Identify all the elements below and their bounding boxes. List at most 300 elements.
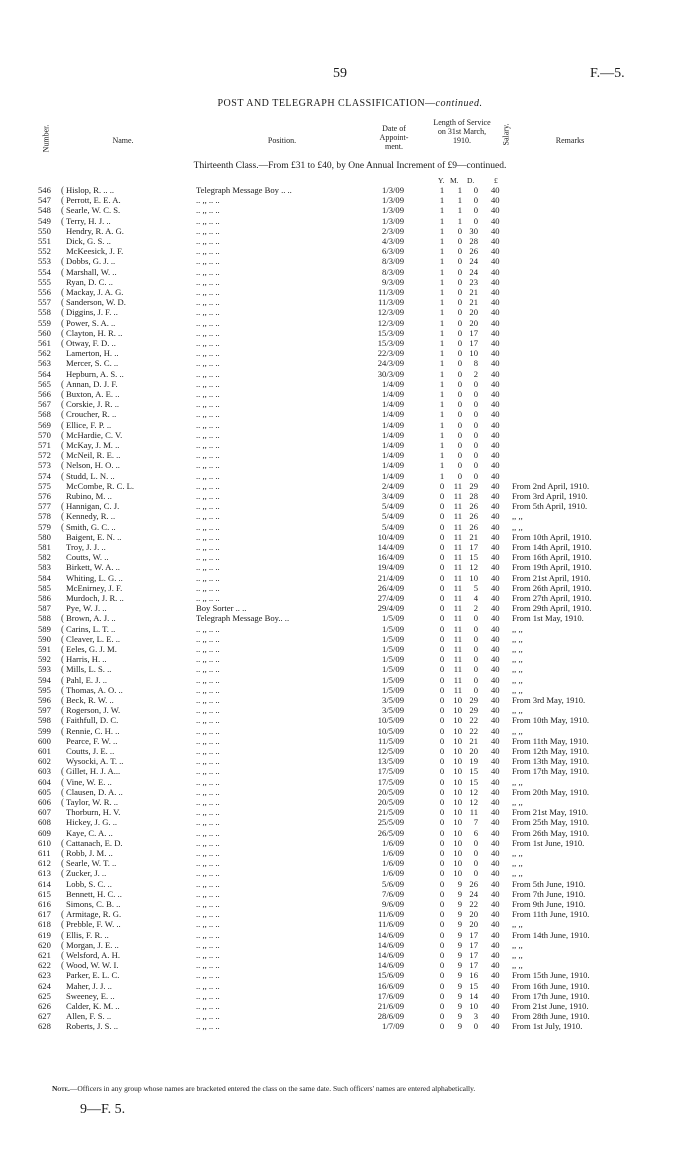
service-months: 0: [457, 419, 462, 430]
officer-name: Nelson, H. O. ..: [66, 460, 120, 471]
service-days: 0: [473, 389, 478, 399]
group-bracket: (: [61, 797, 64, 807]
officer-name: Roberts, J. S. ..: [66, 1021, 119, 1032]
row-number: 550: [38, 225, 51, 236]
officer-name: Hannigan, C. J.: [66, 501, 120, 512]
service-days: 17: [469, 542, 478, 552]
table-row: [0, 562, 700, 572]
officer-name: Hendry, R. A. G.: [66, 225, 124, 236]
service-days: 21: [469, 287, 478, 297]
table-row: [0, 807, 700, 817]
service-months: 11: [453, 613, 462, 624]
table-row: [0, 797, 700, 807]
group-bracket: (: [61, 786, 64, 797]
service-months: 10: [453, 715, 462, 726]
salary: 40: [491, 980, 500, 991]
table-row: [0, 613, 700, 623]
service-months: 10: [453, 858, 462, 869]
group-bracket: (: [61, 450, 64, 461]
service-days: 12: [469, 786, 478, 797]
service-months: 11: [453, 684, 462, 695]
table-row: [0, 409, 700, 419]
class-heading: Thirteenth Class.—From £31 to £40, by One Annual Increment of £9—continued.: [193, 161, 507, 171]
officer-position: .. ,, .. ..: [196, 899, 220, 909]
salary: 40: [491, 858, 500, 869]
row-number: 572: [38, 450, 51, 461]
salary: 40: [491, 899, 500, 909]
officer-name: Vine, W. E. ..: [66, 776, 112, 787]
appointment-date: 3/5/09: [382, 705, 404, 716]
officer-name: Ryan, D. C. ..: [66, 276, 113, 287]
salary: 40: [491, 205, 500, 216]
footnote-label: Note.: [52, 1084, 70, 1093]
service-years: 0: [439, 878, 445, 889]
service-years: 0: [439, 684, 445, 695]
salary: 40: [491, 542, 500, 552]
officer-position: .. ,, .. ..: [196, 266, 220, 277]
appointment-date: 29/4/09: [377, 603, 404, 614]
remarks: ,, ,,: [512, 797, 523, 807]
officer-position: .. ,, .. ..: [196, 919, 220, 930]
salary: 40: [491, 195, 500, 206]
service-years: 1: [439, 297, 445, 308]
row-number: 618: [38, 919, 51, 930]
officer-position: .. ,, .. ..: [196, 429, 220, 440]
service-years: 0: [439, 807, 445, 818]
salary: 40: [491, 297, 500, 308]
service-months: 0: [457, 225, 462, 236]
appointment-date: 14/6/09: [377, 929, 404, 940]
officer-position: .. ,, .. ..: [196, 511, 220, 522]
table-row: [0, 297, 700, 307]
officer-name: Baigent, E. N. ..: [66, 531, 122, 542]
service-years: 0: [439, 756, 445, 767]
service-days: 19: [469, 756, 478, 767]
service-months: 0: [457, 317, 462, 328]
officer-name: Diggins, J. F. ..: [66, 307, 118, 318]
officer-name: Kennedy, R. ..: [66, 511, 116, 522]
service-months: 10: [453, 807, 462, 818]
salary: 40: [491, 225, 500, 236]
officer-name: Thomas, A. O. ..: [66, 684, 123, 695]
service-days: 22: [469, 725, 478, 736]
service-years: 0: [439, 480, 445, 491]
row-number: 553: [38, 256, 51, 267]
service-years: 0: [439, 644, 445, 654]
service-days: 4: [473, 593, 478, 603]
table-row: [0, 1021, 700, 1031]
salary: 40: [491, 399, 500, 410]
officer-position: .. ,, .. ..: [196, 623, 220, 634]
group-bracket: (: [61, 725, 64, 736]
officer-position: .. ,, .. ..: [196, 307, 220, 318]
officer-name: Taylor, W. R. ..: [66, 797, 119, 807]
service-days: 0: [473, 185, 478, 195]
table-row: [0, 644, 700, 654]
page-number: 59: [333, 66, 347, 81]
officer-position: .. ,, .. ..: [196, 582, 220, 593]
table-row: [0, 930, 700, 940]
row-number: 569: [38, 419, 51, 430]
table-row: [0, 430, 700, 440]
salary: 40: [491, 409, 500, 420]
appointment-date: 1/6/09: [382, 837, 404, 848]
service-months: 10: [453, 817, 462, 828]
group-bracket: (: [61, 399, 64, 410]
appointment-date: 8/3/09: [382, 256, 404, 267]
service-years: 1: [439, 185, 445, 195]
officer-name: Sanderson, W. D.: [66, 297, 126, 308]
row-number: 552: [38, 246, 51, 257]
service-years: 1: [439, 327, 445, 338]
salary: 40: [491, 358, 500, 369]
officer-position: .. ,, .. ..: [196, 746, 220, 756]
officer-position: .. ,, .. ..: [196, 868, 220, 879]
table-row: [0, 573, 700, 583]
officer-name: McNeil, R. E. ..: [66, 450, 121, 461]
officer-name: Sweeney, E. ..: [66, 990, 115, 1001]
table-row: [0, 471, 700, 481]
remarks: ,, ,,: [512, 511, 523, 522]
table-row: [0, 256, 700, 266]
appointment-date: 1/7/09: [382, 1021, 404, 1032]
remarks: From 1st July, 1910.: [512, 1021, 583, 1032]
row-number: 565: [38, 378, 51, 389]
salary: 40: [491, 1011, 500, 1022]
officer-position: .. ,, .. ..: [196, 378, 220, 389]
officer-position: .. ,, .. ..: [196, 950, 220, 960]
officer-position: .. ,, .. ..: [196, 542, 220, 552]
table-row: [0, 226, 700, 236]
officer-name: Kaye, C. A. ..: [66, 827, 113, 838]
service-years: 0: [439, 939, 445, 950]
salary: 40: [491, 939, 500, 950]
officer-position: .. ,, .. ..: [196, 501, 220, 512]
service-years: 1: [439, 378, 445, 389]
table-row: [0, 307, 700, 317]
table-row: [0, 491, 700, 501]
row-number: 560: [38, 327, 51, 338]
officer-name: Mills, L. S. ..: [66, 664, 112, 675]
salary: 40: [491, 287, 500, 297]
table-row: [0, 715, 700, 725]
row-number: 611: [38, 848, 51, 858]
table-row: [0, 236, 700, 246]
officer-position: .. ,, .. ..: [196, 460, 220, 471]
remarks: From 17th June, 1910.: [512, 990, 590, 1001]
table-row: [0, 1001, 700, 1011]
group-bracket: (: [61, 266, 64, 277]
service-years: 1: [439, 358, 445, 369]
service-years: 1: [439, 266, 445, 277]
group-bracket: (: [61, 307, 64, 318]
appointment-date: 14/4/09: [377, 542, 404, 552]
group-bracket: (: [61, 919, 64, 930]
officer-name: Coutts, W. ..: [66, 552, 109, 563]
row-number: 603: [38, 766, 51, 777]
appointment-date: 20/5/09: [377, 797, 404, 807]
service-months: 10: [453, 837, 462, 848]
officer-position: .. ,, .. ..: [196, 236, 220, 246]
remarks: From 16th April, 1910.: [512, 552, 592, 563]
row-number: 575: [38, 480, 51, 491]
officer-name: Murdoch, J. R. ..: [66, 593, 124, 603]
table-row: [0, 705, 700, 715]
service-years: 1: [439, 225, 445, 236]
service-days: 2: [473, 603, 478, 614]
service-months: 10: [453, 725, 462, 736]
officer-name: Faithfull, D. C.: [66, 715, 119, 726]
remarks: From 13th May, 1910.: [512, 756, 590, 767]
remarks: From 21st May, 1910.: [512, 807, 589, 818]
officer-position: .. ,, .. ..: [196, 960, 220, 971]
row-number: 610: [38, 837, 51, 848]
group-bracket: (: [61, 613, 64, 624]
officer-name: Parker, E. L. C.: [66, 970, 120, 981]
row-number: 580: [38, 531, 51, 542]
group-bracket: (: [61, 776, 64, 787]
row-number: 616: [38, 899, 51, 909]
header-service: Length of Service on 31st March, 1910.: [433, 118, 491, 145]
officer-name: McHardie, C. V.: [66, 429, 123, 440]
officer-position: .. ,, .. ..: [196, 633, 220, 644]
service-years: 1: [439, 236, 445, 246]
officer-position: .. ,, .. ..: [196, 695, 220, 705]
row-number: 582: [38, 552, 51, 563]
service-years: 1: [439, 429, 445, 440]
officer-position: .. ,, .. ..: [196, 980, 220, 991]
salary: 40: [491, 888, 500, 899]
table-row: [0, 817, 700, 827]
service-years: 1: [439, 368, 445, 379]
table-row: [0, 695, 700, 705]
service-months: 9: [457, 970, 462, 981]
table-row: [0, 420, 700, 430]
group-bracket: (: [61, 684, 64, 695]
row-number: 612: [38, 858, 51, 869]
service-months: 0: [457, 297, 462, 308]
service-years: 0: [439, 725, 445, 736]
remarks: From 21st April, 1910.: [512, 572, 591, 583]
officer-position: .. ,, .. ..: [196, 766, 220, 777]
unit-pound: £: [494, 176, 498, 185]
service-years: 0: [439, 929, 445, 940]
officer-position: .. ,, .. ..: [196, 205, 220, 216]
remarks: From 1st May, 1910.: [512, 613, 584, 624]
service-days: 29: [469, 705, 478, 716]
table-row: [0, 460, 700, 470]
remarks: From 10th May, 1910.: [512, 715, 590, 726]
service-months: 1: [457, 205, 462, 216]
group-bracket: (: [61, 378, 64, 389]
officer-name: Otway, F. D. ..: [66, 338, 116, 348]
service-months: 9: [457, 960, 462, 971]
table-row: [0, 369, 700, 379]
service-days: 12: [469, 562, 478, 573]
group-bracket: (: [61, 705, 64, 716]
table-row: [0, 950, 700, 960]
appointment-date: 1/5/09: [382, 684, 404, 695]
appointment-date: 21/4/09: [377, 572, 404, 583]
table-row: [0, 634, 700, 644]
service-months: 0: [457, 389, 462, 399]
remarks: From 28th June, 1910.: [512, 1011, 590, 1022]
service-days: 15: [469, 552, 478, 563]
row-number: 567: [38, 399, 51, 410]
row-number: 605: [38, 786, 51, 797]
service-days: 5: [473, 582, 478, 593]
service-days: 17: [469, 939, 478, 950]
service-days: 2: [473, 368, 478, 379]
service-months: 10: [453, 735, 462, 746]
table-row: [0, 838, 700, 848]
salary: 40: [491, 521, 500, 532]
officer-name: Eeles, G. J. M.: [66, 644, 117, 654]
group-bracket: (: [61, 195, 64, 206]
table-row: [0, 848, 700, 858]
service-days: 20: [469, 317, 478, 328]
appointment-date: 1/5/09: [382, 613, 404, 624]
appointment-date: 15/6/09: [377, 970, 404, 981]
salary: 40: [491, 644, 500, 654]
appointment-date: 21/5/09: [377, 807, 404, 818]
table-row: [0, 675, 700, 685]
officer-name: Lamerton, H. ..: [66, 348, 119, 359]
row-number: 577: [38, 501, 51, 512]
service-months: 0: [457, 429, 462, 440]
appointment-date: 14/6/09: [377, 950, 404, 960]
table-row: [0, 777, 700, 787]
service-months: 11: [453, 644, 462, 654]
row-number: 589: [38, 623, 51, 634]
officer-name: Lobb, S. C. ..: [66, 878, 112, 889]
officer-position: .. ,, .. ..: [196, 725, 220, 736]
remarks: From 2nd April, 1910.: [512, 480, 590, 491]
officer-name: Bennett, H. C. ..: [66, 888, 122, 899]
service-months: 0: [457, 256, 462, 267]
appointment-date: 5/4/09: [382, 511, 404, 522]
appointment-date: 12/5/09: [377, 746, 404, 756]
group-bracket: (: [61, 338, 64, 348]
remarks: From 5th April, 1910.: [512, 501, 588, 512]
service-days: 10: [469, 572, 478, 583]
service-months: 11: [453, 593, 462, 603]
row-number: 561: [38, 338, 51, 348]
service-years: 0: [439, 950, 445, 960]
officer-name: Pye, W. J. ..: [66, 603, 107, 614]
group-bracket: (: [61, 256, 64, 267]
group-bracket: (: [61, 460, 64, 471]
remarks: ,, ,,: [512, 776, 523, 787]
service-years: 1: [439, 399, 445, 410]
appointment-date: 1/4/09: [382, 450, 404, 461]
appointment-date: 28/6/09: [377, 1011, 404, 1022]
service-months: 10: [453, 797, 462, 807]
salary: 40: [491, 307, 500, 318]
row-number: 614: [38, 878, 51, 889]
service-months: 9: [457, 888, 462, 899]
service-months: 11: [453, 542, 462, 552]
service-months: 11: [453, 654, 462, 665]
salary: 40: [491, 684, 500, 695]
officer-position: .. ,, .. ..: [196, 531, 220, 542]
officer-position: .. ,, .. ..: [196, 735, 220, 746]
service-months: 11: [453, 603, 462, 614]
service-days: 26: [469, 501, 478, 512]
salary: 40: [491, 950, 500, 960]
service-months: 11: [453, 582, 462, 593]
row-number: 548: [38, 205, 51, 216]
service-years: 0: [439, 501, 445, 512]
row-number: 551: [38, 236, 51, 246]
service-days: 20: [469, 307, 478, 318]
appointment-date: 13/5/09: [377, 756, 404, 767]
officer-position: .. ,, .. ..: [196, 654, 220, 665]
row-number: 558: [38, 307, 51, 318]
officer-position: .. ,, .. ..: [196, 827, 220, 838]
officer-name: Brown, A. J. ..: [66, 613, 116, 624]
row-number: 590: [38, 633, 51, 644]
appointment-date: 11/6/09: [378, 909, 404, 920]
service-years: 0: [439, 786, 445, 797]
officer-position: .. ,, .. ..: [196, 674, 220, 685]
remarks: From 12th May, 1910.: [512, 746, 590, 756]
salary: 40: [491, 878, 500, 889]
service-days: 0: [473, 419, 478, 430]
row-number: 546: [38, 185, 51, 195]
service-years: 1: [439, 470, 445, 481]
service-months: 10: [453, 776, 462, 787]
officer-name: McCombe, R. C. L.: [66, 480, 135, 491]
row-number: 559: [38, 317, 51, 328]
officer-name: Cattanach, E. D.: [66, 837, 123, 848]
service-months: 11: [453, 521, 462, 532]
row-number: 620: [38, 939, 51, 950]
group-bracket: (: [61, 868, 64, 879]
officer-name: Birkett, W. A. ..: [66, 562, 120, 573]
table-row: [0, 787, 700, 797]
remarks: ,, ,,: [512, 868, 523, 879]
officer-position: .. ,, .. ..: [196, 521, 220, 532]
service-months: 0: [457, 460, 462, 471]
appointment-date: 15/3/09: [377, 327, 404, 338]
service-months: 10: [453, 786, 462, 797]
appointment-date: 7/6/09: [382, 888, 404, 899]
service-days: 26: [469, 246, 478, 257]
table-row: [0, 909, 700, 919]
officer-position: Telegraph Message Boy .. ..: [196, 185, 292, 195]
service-years: 1: [439, 195, 445, 206]
group-bracket: (: [61, 419, 64, 430]
officer-position: .. ,, .. ..: [196, 470, 220, 481]
unit-days: D.: [467, 176, 475, 185]
remarks: From 5th June, 1910.: [512, 878, 586, 889]
service-years: 0: [439, 735, 445, 746]
service-days: 15: [469, 776, 478, 787]
table-row: [0, 389, 700, 399]
service-days: 28: [469, 236, 478, 246]
officer-position: .. ,, .. ..: [196, 480, 220, 491]
service-days: 10: [469, 1001, 478, 1011]
officer-name: Buxton, A. E. ..: [66, 389, 120, 399]
service-months: 9: [457, 929, 462, 940]
remarks: ,, ,,: [512, 654, 523, 665]
remarks: From 3rd May, 1910.: [512, 695, 586, 705]
appointment-date: 11/6/09: [378, 919, 404, 930]
officer-position: .. ,, .. ..: [196, 552, 220, 563]
appointment-date: 1/4/09: [382, 399, 404, 410]
salary: 40: [491, 929, 500, 940]
